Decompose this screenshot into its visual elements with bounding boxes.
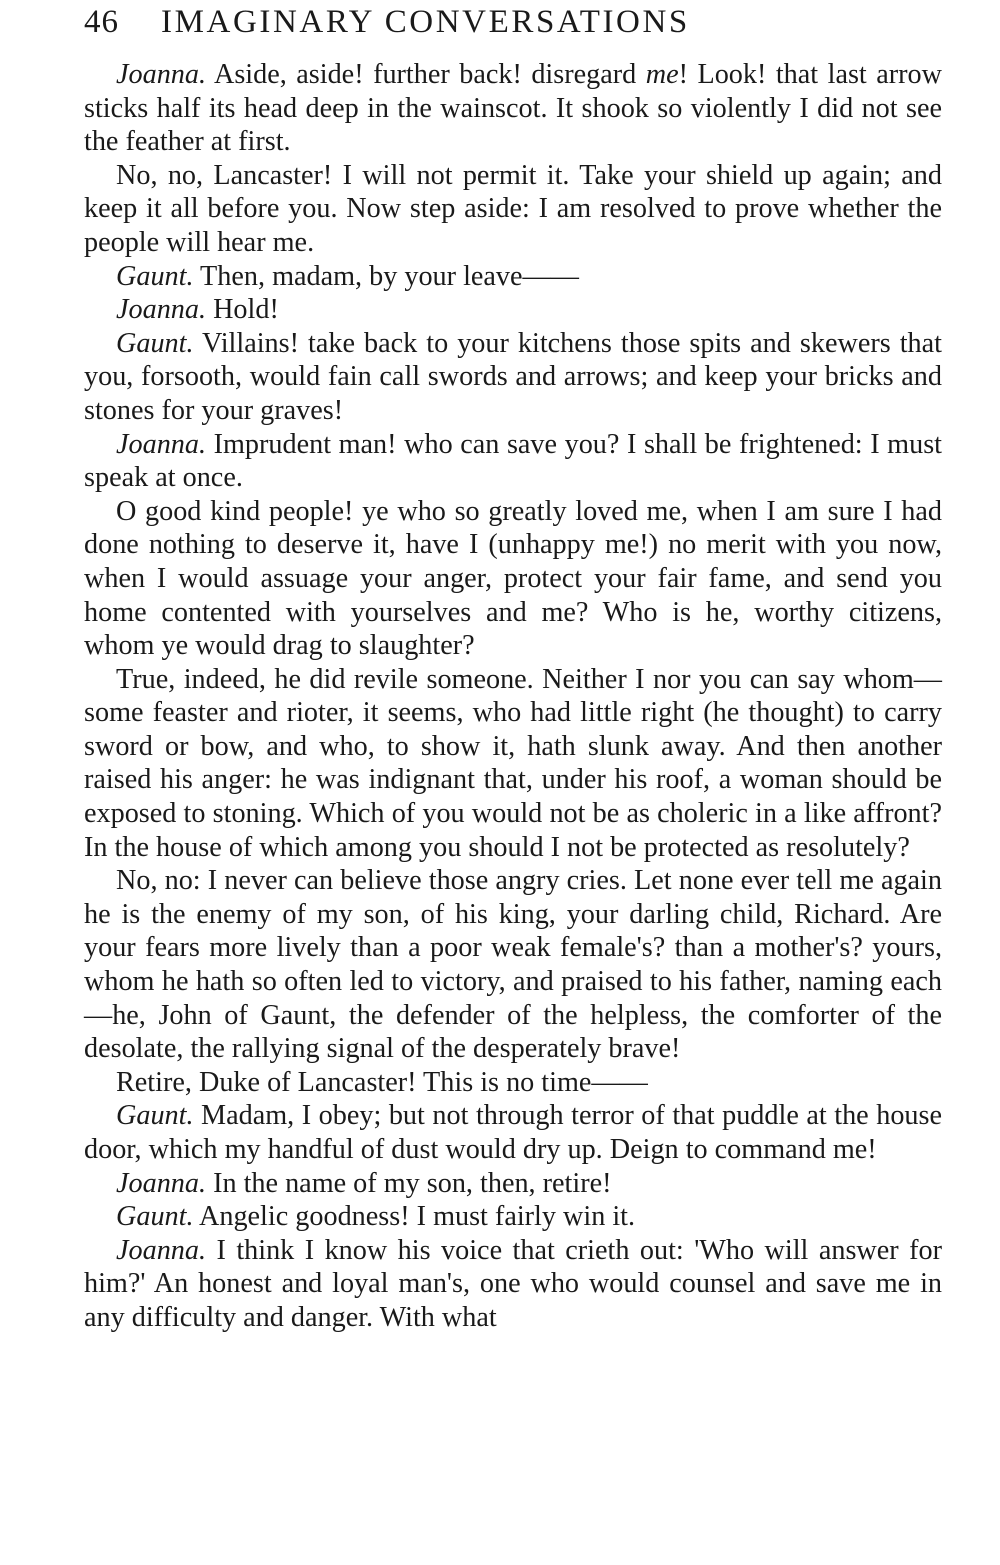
speaker-name: Gaunt. <box>116 1201 194 1233</box>
speaker-name: Joanna. <box>116 294 207 326</box>
speaker-name: Joanna. <box>116 1167 207 1199</box>
body-text <box>84 58 942 1335</box>
paragraph <box>84 327 942 428</box>
emphasized-word: me <box>645 59 679 90</box>
paragraph-text: Villains! take back to your kitchens those spits and skewers that you, forsooth, would fain call swords and arrows; and keep your bricks and stones for your graves! <box>84 327 942 426</box>
paragraph <box>84 1066 942 1100</box>
paragraph <box>84 293 942 327</box>
paragraph-text: No, no, Lancaster! I will not permit it. Take your shield up again; and keep it all before you. Now step aside: I am resolved to prove whether the people will hear me. <box>84 159 942 258</box>
paragraph-text: Aside, aside! further back! disregard <box>206 59 646 90</box>
paragraph-text: Imprudent man! who can save you? I shall be frightened: I must speak at once. <box>84 428 942 494</box>
speaker-name: Gaunt. <box>116 1100 194 1132</box>
paragraph <box>84 1234 942 1335</box>
paragraph <box>84 1200 942 1234</box>
paragraph-text: I think I know his voice that crieth out: 'Who will answer for him?' An honest and loyal man's, one who would counsel and save me in any difficulty and danger. With what <box>84 1234 942 1333</box>
speaker-name: Gaunt. <box>116 327 194 359</box>
speaker-name: Joanna. <box>116 428 207 460</box>
paragraph-text: Madam, I obey; but not through terror of that puddle at the house door, which my handful of dust would dry up. Deign to command me! <box>84 1100 942 1165</box>
paragraph-text: True, indeed, he did revile someone. Neither I nor you can say whom—some feaster and rioter, it seems, who had little right (he thought) to carry sword or bow, and who, to show it, hath slunk away. And then another raised his anger: he was indignant that, under his roof, a woman should be exposed to stoning. Which of you would not be as choleric in a like affront? In the house of which among you should I not be protected as resolutely? <box>84 663 942 863</box>
paragraph <box>84 663 942 865</box>
paragraph <box>84 260 942 294</box>
paragraph <box>84 495 942 663</box>
paragraph-text: Angelic goodness! I must fairly win it. <box>193 1201 636 1233</box>
running-header <box>84 2 690 42</box>
page-number: 46 <box>84 4 119 40</box>
paragraph <box>84 159 942 260</box>
paragraph-text: Then, madam, by your leave—— <box>193 260 579 292</box>
speaker-name: Joanna. <box>116 1234 207 1266</box>
paragraph-text: In the name of my son, then, retire! <box>206 1167 612 1199</box>
speaker-name: Gaunt. <box>116 260 194 292</box>
paragraph <box>84 1167 942 1201</box>
running-title: IMAGINARY CONVERSATIONS <box>161 4 690 40</box>
paragraph <box>84 864 942 1066</box>
paragraph-text: No, no: I never can believe those angry cries. Let none ever tell me again he is the enemy of my son, of his king, your darling child, Richard. Are your fears more lively than a poor weak female's? than a mother's? yours, whom he hath so often led to victory, and praised to his father, naming each—he, John of Gaunt, the defender of the helpless, the comforter of the desolate, the rallying signal of the desperately brave! <box>84 865 942 1065</box>
paragraph-text: Retire, Duke of Lancaster! This is no time—— <box>116 1066 648 1098</box>
paragraph <box>84 58 942 159</box>
speaker-name: Joanna. <box>116 59 207 90</box>
paragraph-text: O good kind people! ye who so greatly loved me, when I am sure I had done nothing to deserve it, have I (unhappy me!) no merit with you now, when I would assuage your anger, protect your fair fame, and send you home contented with yourselves and me? Who is he, worthy citizens, whom ye would drag to slaughter? <box>84 495 942 662</box>
paragraph <box>84 428 942 495</box>
paragraph-text: Hold! <box>206 294 279 326</box>
paragraph-text: ! Look! that last arrow sticks half its head deep in the wainscot. It shook so violently I did not see the feather at first. <box>84 59 942 158</box>
paragraph <box>84 1099 942 1166</box>
